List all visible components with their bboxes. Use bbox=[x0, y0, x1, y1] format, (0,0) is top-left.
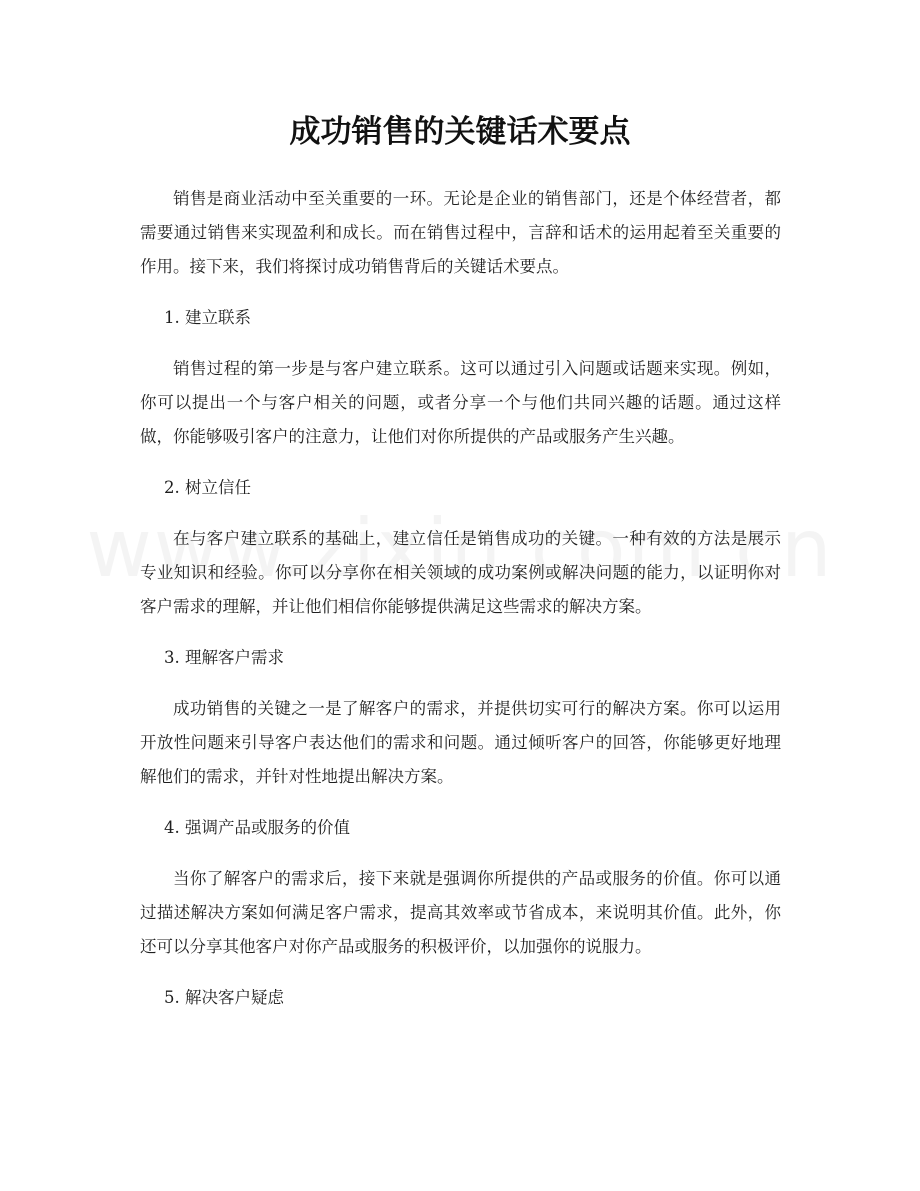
page-title: 成功销售的关键话术要点 bbox=[289, 114, 631, 150]
spacer bbox=[140, 624, 781, 641]
section-body-3: 成功销售的关键之一是了解客户的需求，并提供切实可行的解决方案。你可以运用开放性问题来引导客户表达他们的需求和问题。通过倾听客户的回答，你能够更好地理解他们的需求，并针对性地提出解决方案。 bbox=[140, 699, 781, 786]
spacer bbox=[140, 335, 781, 352]
section-heading-2: 2. 树立信任 bbox=[164, 478, 251, 497]
document-body bbox=[140, 182, 781, 1015]
section-body-2: 在与客户建立联系的基础上，建立信任是销售成功的关键。一种有效的方法是展示专业知识和经验。你可以分享你在相关领域的成功案例或解决问题的能力，以证明你对客户需求的理解，并让他们相信你能够提供满足这些需求的解决方案。 bbox=[140, 529, 781, 616]
section-heading-1: 1. 建立联系 bbox=[164, 308, 251, 327]
spacer bbox=[140, 794, 781, 811]
spacer bbox=[140, 675, 781, 692]
spacer bbox=[140, 505, 781, 522]
section-heading-4: 4. 强调产品或服务的价值 bbox=[164, 818, 350, 837]
section-body-4: 当你了解客户的需求后，接下来就是强调你所提供的产品或服务的价值。你可以通过描述解决方案如何满足客户需求，提高其效率或节省成本，来说明其价值。此外，你还可以分享其他客户对你产品或服务的积极评价，以加强你的说服力。 bbox=[140, 869, 781, 956]
intro-paragraph: 销售是商业活动中至关重要的一环。无论是企业的销售部门，还是个体经营者，都需要通过销售来实现盈利和成长。而在销售过程中，言辞和话术的运用起着至关重要的作用。接下来，我们将探讨成功销售背后的关键话术要点。 bbox=[140, 189, 781, 276]
section-heading-3: 3. 理解客户需求 bbox=[164, 648, 284, 667]
section-body-1: 销售过程的第一步是与客户建立联系。这可以通过引入问题或话题来实现。例如，你可以提出一个与客户相关的问题，或者分享一个与他们共同兴趣的话题。通过这样做，你能够吸引客户的注意力，让他们对你所提供的产品或服务产生兴趣。 bbox=[140, 359, 781, 446]
spacer bbox=[140, 284, 781, 301]
spacer bbox=[140, 454, 781, 471]
section-heading-5: 5. 解决客户疑虑 bbox=[164, 988, 284, 1007]
spacer bbox=[140, 964, 781, 981]
spacer bbox=[140, 845, 781, 862]
